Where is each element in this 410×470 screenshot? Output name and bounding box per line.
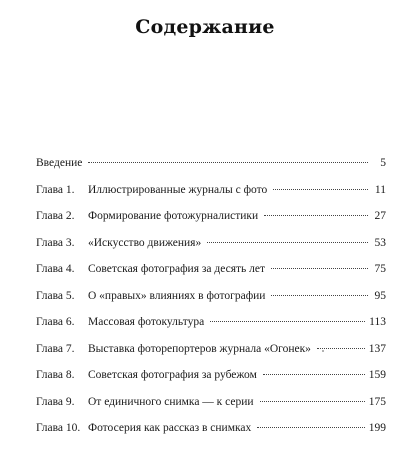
toc-entry-page: 5 <box>380 157 386 169</box>
toc-entry-title: О «правых» влияниях в фотографии <box>88 289 266 302</box>
toc-entry-chapter: Глава 7. <box>36 342 75 355</box>
toc-entry-chapter: Глава 4. <box>36 263 75 275</box>
toc-entry <box>36 389 386 416</box>
toc-entry <box>36 415 386 442</box>
paper-speck <box>322 350 324 352</box>
toc-entry <box>36 362 386 389</box>
toc-entry-page: 53 <box>374 236 386 249</box>
toc-entry-title: От единичного снимка — к серии <box>88 395 254 408</box>
toc-entry <box>36 177 386 204</box>
toc-entry <box>36 283 386 310</box>
dot-leader <box>88 161 368 163</box>
toc-entry-page: 175 <box>368 395 386 408</box>
table-of-contents <box>36 150 386 442</box>
toc-entry-title: Фотосерия как рассказ в снимках <box>88 422 252 434</box>
toc-entry <box>36 336 386 363</box>
toc-entry-intro <box>36 150 386 177</box>
dot-leader <box>260 400 365 402</box>
dot-leader <box>273 188 368 190</box>
toc-entry-chapter: Глава 9. <box>36 395 75 408</box>
toc-entry-chapter: Глава 1. <box>36 183 75 196</box>
toc-entry <box>36 309 386 336</box>
toc-entry-title: Выставка фоторепортеров журнала «Огонек» <box>88 342 311 355</box>
toc-entry-chapter: Глава 10. <box>36 422 81 434</box>
toc-entry-page: 199 <box>368 422 386 434</box>
toc-entry-title: Введение <box>36 157 83 169</box>
toc-entry-title: «Искусство движения» <box>88 236 202 249</box>
toc-entry-title: Советская фотография за десять лет <box>88 263 266 275</box>
dot-leader <box>264 214 368 216</box>
toc-entry-page: 137 <box>368 342 386 355</box>
toc-entry-page: 113 <box>369 316 386 328</box>
dot-leader <box>271 294 368 296</box>
page-title: Содержание <box>135 16 275 38</box>
toc-entry-chapter: Глава 5. <box>36 289 75 302</box>
toc-entry-chapter: Глава 8. <box>36 369 75 381</box>
dot-leader <box>271 267 368 269</box>
toc-entry-page: 95 <box>374 289 386 302</box>
toc-entry-title: Советская фотография за рубежом <box>88 369 257 381</box>
dot-leader <box>317 347 365 349</box>
toc-entry-title: Формирование фотожурналистики <box>88 210 259 222</box>
dot-leader <box>207 241 368 243</box>
toc-entry-page: 11 <box>374 183 386 196</box>
toc-entry-page: 27 <box>374 210 386 222</box>
toc-entry-chapter: Глава 6. <box>36 316 75 328</box>
toc-entry-page: 159 <box>368 369 386 381</box>
toc-entry-chapter: Глава 2. <box>36 210 75 222</box>
toc-entry-chapter: Глава 3. <box>36 236 75 249</box>
toc-entry <box>36 256 386 283</box>
toc-entry-title: Массовая фотокультура <box>88 316 205 328</box>
dot-leader <box>263 373 365 375</box>
toc-entry <box>36 230 386 257</box>
dot-leader <box>257 426 364 428</box>
toc-entry-title: Иллюстрированные журналы с фото <box>88 183 268 196</box>
toc-entry-page: 75 <box>374 263 386 275</box>
dot-leader <box>210 320 365 322</box>
toc-entry <box>36 203 386 230</box>
